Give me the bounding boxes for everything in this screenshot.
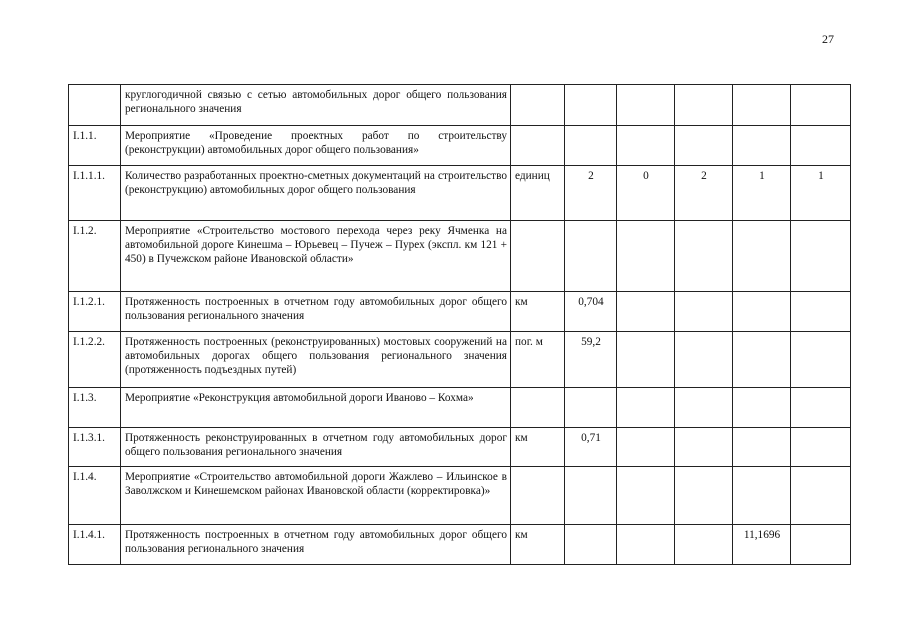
value-cell [791, 467, 851, 525]
value-cell [733, 85, 791, 126]
table-row [69, 428, 851, 467]
value-cell [617, 126, 675, 166]
value-cell [791, 292, 851, 332]
value-cell [675, 428, 733, 467]
row-description: Протяженность реконструированных в отчетном году автомобильных дорог общего пользования регионального значения [121, 428, 511, 467]
value-cell [675, 85, 733, 126]
row-description: Мероприятие «Проведение проектных работ по строительству (реконструкции) автомобильных дорог общего пользования» [121, 126, 511, 166]
row-unit [511, 388, 565, 428]
table-row [69, 85, 851, 126]
value-cell [565, 467, 617, 525]
row-description: Мероприятие «Строительство мостового перехода через реку Ячменка на автомобильной дороге Кинешма – Юрьевец – Пучеж – Пурех (экспл. км 121 + 450) в Пучежском районе Ивановской области» [121, 221, 511, 292]
row-description: Мероприятие «Строительство автомобильной дороги Жажлево – Ильинское в Заволжском и Кинешемском районах Ивановской области (корректировка)» [121, 467, 511, 525]
value-cell: 2 [675, 166, 733, 221]
row-number: I.1.2. [69, 221, 121, 292]
value-cell [791, 85, 851, 126]
value-cell [733, 221, 791, 292]
page-number: 27 [822, 32, 834, 46]
row-unit: пог. м [511, 332, 565, 388]
table-body [69, 85, 851, 565]
row-unit [511, 467, 565, 525]
value-cell [791, 428, 851, 467]
value-cell [617, 85, 675, 126]
table-row [69, 292, 851, 332]
value-cell: 2 [565, 166, 617, 221]
value-cell: 59,2 [565, 332, 617, 388]
row-number: I.1.2.1. [69, 292, 121, 332]
row-unit [511, 221, 565, 292]
table-row [69, 332, 851, 388]
row-number: I.1.2.2. [69, 332, 121, 388]
value-cell [617, 428, 675, 467]
value-cell [565, 85, 617, 126]
value-cell [791, 332, 851, 388]
value-cell [617, 388, 675, 428]
table-row [69, 126, 851, 166]
value-cell [617, 467, 675, 525]
row-description: Количество разработанных проектно-сметных документаций на строительство (реконструкцию) автомобильных дорог общего пользования [121, 166, 511, 221]
row-number: I.1.3.1. [69, 428, 121, 467]
value-cell [675, 126, 733, 166]
value-cell: 0,71 [565, 428, 617, 467]
row-number: I.1.1.1. [69, 166, 121, 221]
value-cell [733, 332, 791, 388]
value-cell [675, 525, 733, 565]
row-unit: км [511, 428, 565, 467]
value-cell [733, 388, 791, 428]
table-row [69, 467, 851, 525]
value-cell [565, 388, 617, 428]
value-cell [675, 292, 733, 332]
value-cell [565, 126, 617, 166]
value-cell [733, 428, 791, 467]
row-description: Протяженность построенных (реконструированных) мостовых сооружений на автомобильных дорогах общего пользования регионального значения (протяженность подъездных путей) [121, 332, 511, 388]
table-row [69, 525, 851, 565]
value-cell [565, 221, 617, 292]
value-cell [617, 525, 675, 565]
table-row [69, 388, 851, 428]
row-description: круглогодичной связью с сетью автомобильных дорог общего пользования регионального значения [121, 85, 511, 126]
table-row [69, 166, 851, 221]
row-number: I.1.4.1. [69, 525, 121, 565]
value-cell [733, 292, 791, 332]
row-number [69, 85, 121, 126]
value-cell [675, 388, 733, 428]
row-unit [511, 85, 565, 126]
row-unit: км [511, 525, 565, 565]
indicators-table [68, 84, 851, 565]
value-cell [791, 388, 851, 428]
value-cell [675, 221, 733, 292]
value-cell: 1 [733, 166, 791, 221]
value-cell [733, 467, 791, 525]
row-unit: км [511, 292, 565, 332]
value-cell [617, 332, 675, 388]
value-cell [565, 525, 617, 565]
value-cell [617, 221, 675, 292]
row-number: I.1.3. [69, 388, 121, 428]
value-cell [733, 126, 791, 166]
row-number: I.1.4. [69, 467, 121, 525]
value-cell: 11,1696 [733, 525, 791, 565]
value-cell [617, 292, 675, 332]
value-cell: 1 [791, 166, 851, 221]
row-description: Мероприятие «Реконструкция автомобильной дороги Иваново – Кохма» [121, 388, 511, 428]
value-cell [675, 467, 733, 525]
row-description: Протяженность построенных в отчетном году автомобильных дорог общего пользования регионального значения [121, 525, 511, 565]
value-cell [791, 126, 851, 166]
row-description: Протяженность построенных в отчетном году автомобильных дорог общего пользования регионального значения [121, 292, 511, 332]
value-cell [791, 525, 851, 565]
value-cell: 0 [617, 166, 675, 221]
row-number: I.1.1. [69, 126, 121, 166]
table-row [69, 221, 851, 292]
value-cell [675, 332, 733, 388]
value-cell: 0,704 [565, 292, 617, 332]
row-unit: единиц [511, 166, 565, 221]
value-cell [791, 221, 851, 292]
row-unit [511, 126, 565, 166]
